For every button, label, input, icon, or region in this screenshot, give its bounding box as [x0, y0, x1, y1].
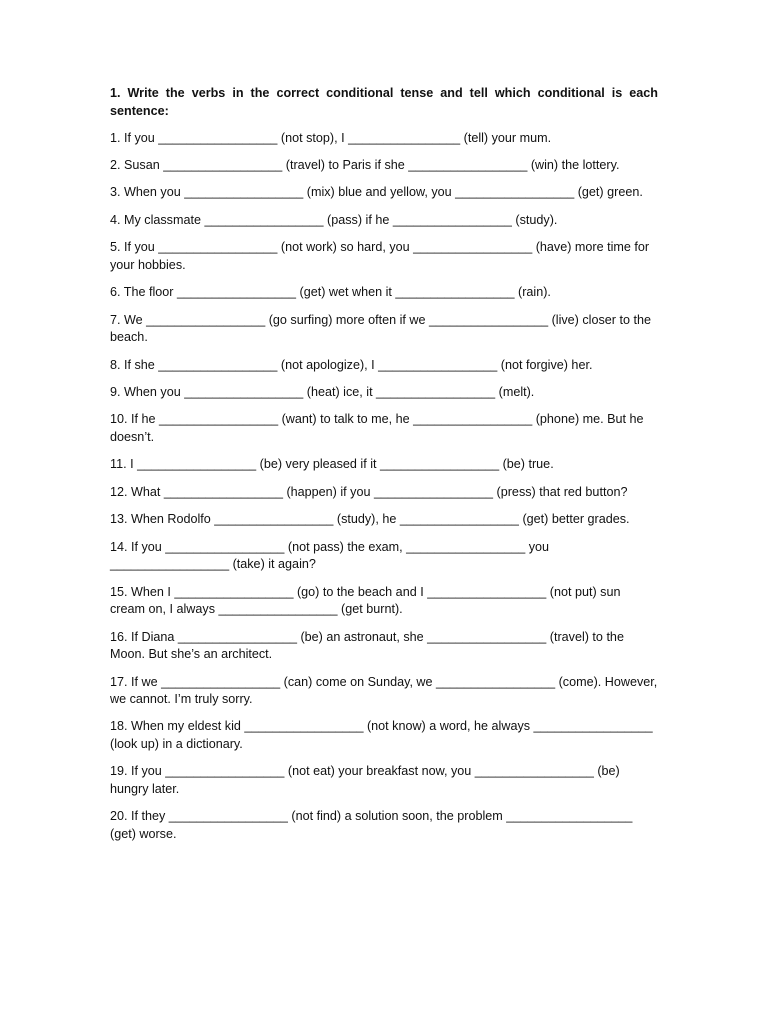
sentence-12: 12. What _________________ (happen) if you _________________ (press) that red button? [110, 484, 628, 499]
sentence-6: 6. The floor _________________ (get) wet when it _________________ (rain). [110, 285, 551, 300]
sentence-3: 3. When you _________________ (mix) blue and yellow, you _________________ (get) green. [110, 185, 643, 200]
sentence-19: 19. If you _________________ (not eat) your breakfast now, you _________________ (be) hungry later. [110, 764, 620, 797]
sentence-9: 9. When you _________________ (heat) ice, it _________________ (melt). [110, 385, 535, 399]
sentence-15: 15. When I _________________ (go) to the beach and I _________________ (not put) sun cream on, I always _________________ (get burnt). [110, 584, 621, 617]
sentence-17: 17. If we _________________ (can) come on Sunday, we _________________ (come). However, we cannot. I’m truly sorry. [110, 674, 658, 707]
exercise-heading: 1. Write the verbs in the correct conditional tense and tell which conditional is each sentence: [110, 86, 658, 118]
sentence-5: 5. If you _________________ (not work) so hard, you _________________ (have) more time for your hobbies. [110, 240, 650, 272]
sentence-4: 4. My classmate _________________ (pass) if he _________________ (study). [110, 212, 558, 227]
sentence-20: 20. If they _________________ (not find) a solution soon, the problem __________________ (get) worse. [110, 809, 633, 842]
sentence-18: 18. When my eldest kid _________________ (not know) a word, he always _________________ (look up) in a dictionary. [110, 719, 653, 752]
sentence-1: 1. If you _________________ (not stop), I ________________ (tell) your mum. [110, 130, 552, 145]
worksheet [110, 85, 658, 853]
sentence-10: 10. If he _________________ (want) to talk to me, he _________________ (phone) me. But he doesn’t. [110, 412, 644, 444]
sentence-8: 8. If she _________________ (not apologize), I _________________ (not forgive) her. [110, 357, 593, 372]
sentence-13: 13. When Rodolfo _________________ (study), he _________________ (get) better grades. [110, 512, 630, 527]
sentence-11: 11. I _________________ (be) very pleased if it _________________ (be) true. [110, 457, 554, 472]
sentence-7: 7. We _________________ (go surfing) more often if we _________________ (live) closer to the beach. [110, 312, 651, 345]
sentence-14: 14. If you _________________ (not pass) the exam, _________________ you _________________ (take) it again? [110, 539, 550, 572]
sentence-2: 2. Susan _________________ (travel) to Paris if she _________________ (win) the lottery. [110, 158, 620, 173]
sentence-16: 16. If Diana _________________ (be) an astronaut, she _________________ (travel) to the Moon. But she’s an architect. [110, 629, 624, 662]
